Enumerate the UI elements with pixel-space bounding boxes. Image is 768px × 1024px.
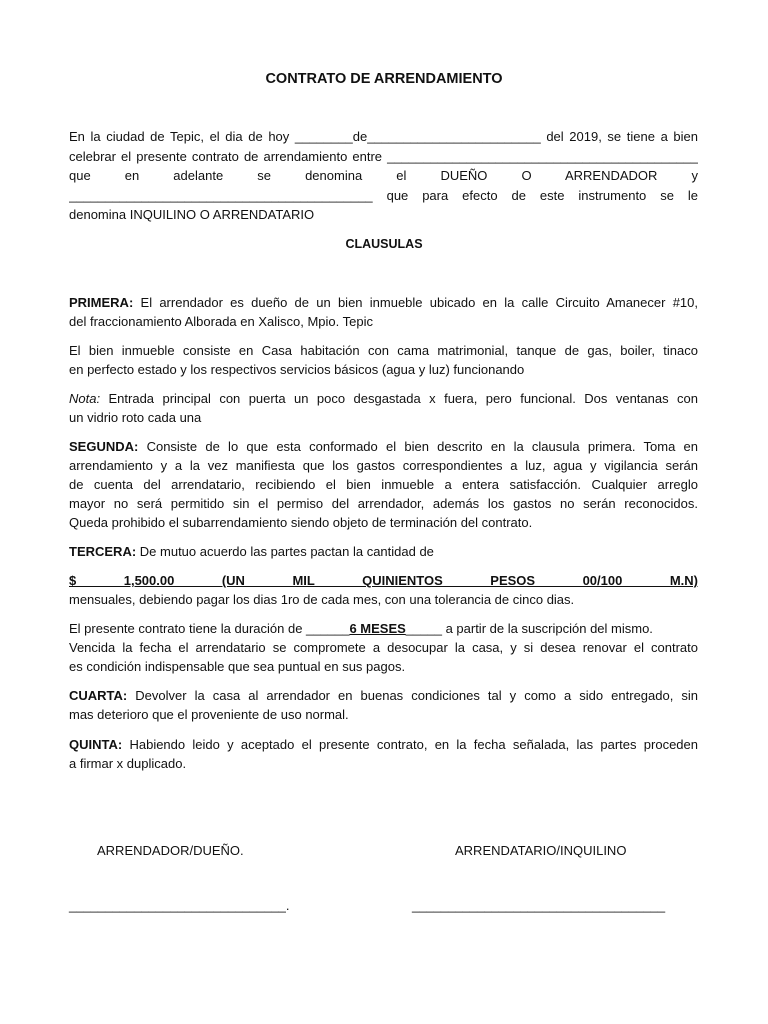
clause-tercera-text-1: De mutuo acuerdo las partes pactan la cantidad de xyxy=(136,544,434,559)
tenant-signature-label: ARRENDATARIO/INQUILINO xyxy=(455,843,627,858)
clause-tercera-label: TERCERA: xyxy=(69,544,137,559)
duration-value: 6 MESES xyxy=(349,621,406,636)
duration-line-2: Vencida la fecha el arrendatario se compromete a desocupar la casa, y si desea renovar el contrato xyxy=(69,640,698,655)
duration-line-1 xyxy=(69,619,698,638)
clause-tercera-line-1 xyxy=(69,542,698,561)
property-line-1: El bien inmueble consiste en Casa habitación con cama matrimonial, tanque de gas, boiler, tinaco xyxy=(69,343,698,358)
clause-quinta-label: QUINTA: xyxy=(69,737,123,752)
clause-cuarta-label: CUARTA: xyxy=(69,688,128,703)
document-title: CONTRATO DE ARRENDAMIENTO xyxy=(265,71,503,87)
tenant-signature-line: ___________________________________ xyxy=(412,898,666,913)
duration-pre: El presente contrato tiene la duración de xyxy=(69,621,307,636)
clause-tercera-line-3: mensuales, debiendo pagar los dias 1ro de cada mes, con una tolerancia de cinco dias. xyxy=(69,592,575,607)
intro-line-2: celebrar el presente contrato de arrendamiento entre ___________________________________________ xyxy=(69,149,698,164)
clause-quinta-text-1: Habiendo leido y aceptado el presente contrato, en la fecha señalada, las partes proceden xyxy=(122,737,698,752)
duration-blank-left: ______ xyxy=(306,621,350,636)
property-line-2: en perfecto estado y los respectivos servicios básicos (agua y luz) funcionando xyxy=(69,362,525,377)
duration-blank-right: _____ xyxy=(405,621,442,636)
duration-post: a partir de la suscripción del mismo. xyxy=(441,621,653,636)
clause-cuarta-line-1 xyxy=(69,686,698,705)
clauses-heading: CLAUSULAS xyxy=(345,237,423,251)
clause-primera-text-1: El arrendador es dueño de un bien inmueble ubicado en la calle Circuito Amanecer #10, xyxy=(133,295,698,310)
clause-cuarta-text-1: Devolver la casa al arrendador en buenas condiciones tal y como a sido entregado, sin xyxy=(127,688,698,703)
landlord-signature-label: ARRENDADOR/DUEÑO. xyxy=(97,843,244,858)
clause-cuarta-line-2: mas deterioro que el proveniente de uso normal. xyxy=(69,707,349,722)
clause-primera-label: PRIMERA: xyxy=(69,295,134,310)
clause-segunda-label: SEGUNDA: xyxy=(69,439,139,454)
intro-line-1: En la ciudad de Tepic, el dia de hoy ________de________________________ del 2019, se tiene a bien xyxy=(69,129,698,144)
landlord-signature-line: ______________________________. xyxy=(69,898,290,913)
duration-line-3: es condición indispensable que sea puntual en sus pagos. xyxy=(69,659,406,674)
note-line-1 xyxy=(69,389,698,408)
clause-primera-line-2: del fraccionamiento Alborada en Xalisco, Mpio. Tepic xyxy=(69,314,373,329)
clause-segunda-line-3: de cuenta del arrendatario, recibiendo el bien inmueble a entera satisfacción. Cualquier arreglo xyxy=(69,477,698,492)
note-text-1: Entrada principal con puerta un poco desgastada x fuera, pero funcional. Dos ventanas con xyxy=(100,391,698,406)
intro-line-3: que en adelante se denomina el DUEÑO O ARRENDADOR y xyxy=(69,168,698,183)
rent-amount: $ 1,500.00 (UN MIL QUINIENTOS PESOS 00/100 M.N) xyxy=(69,573,698,588)
clause-segunda-text-1: Consiste de lo que esta conformado el bien descrito en la clausula primera. Toma en xyxy=(138,439,698,454)
clause-segunda-line-1 xyxy=(69,437,698,456)
note-line-2: un vidrio roto cada una xyxy=(69,410,202,425)
clause-segunda-line-4: mayor no será permitido sin el permiso del arrendador, además los gastos no serán reconocidos. xyxy=(69,496,698,511)
clause-quinta-line-1 xyxy=(69,735,698,754)
clause-segunda-line-5: Queda prohibido el subarrendamiento siendo objeto de terminación del contrato. xyxy=(69,515,533,530)
clause-segunda-line-2: arrendamiento y a la vez manifiesta que los gastos correspondientes a luz, agua y vigilancia serán xyxy=(69,458,698,473)
note-label: Nota: xyxy=(69,391,101,406)
intro-line-5: denomina INQUILINO O ARRENDATARIO xyxy=(69,207,315,222)
clause-primera-line-1 xyxy=(69,293,698,312)
clause-quinta-line-2: a firmar x duplicado. xyxy=(69,756,187,771)
intro-line-4: __________________________________________ que para efecto de este instrumento se le xyxy=(69,188,698,203)
